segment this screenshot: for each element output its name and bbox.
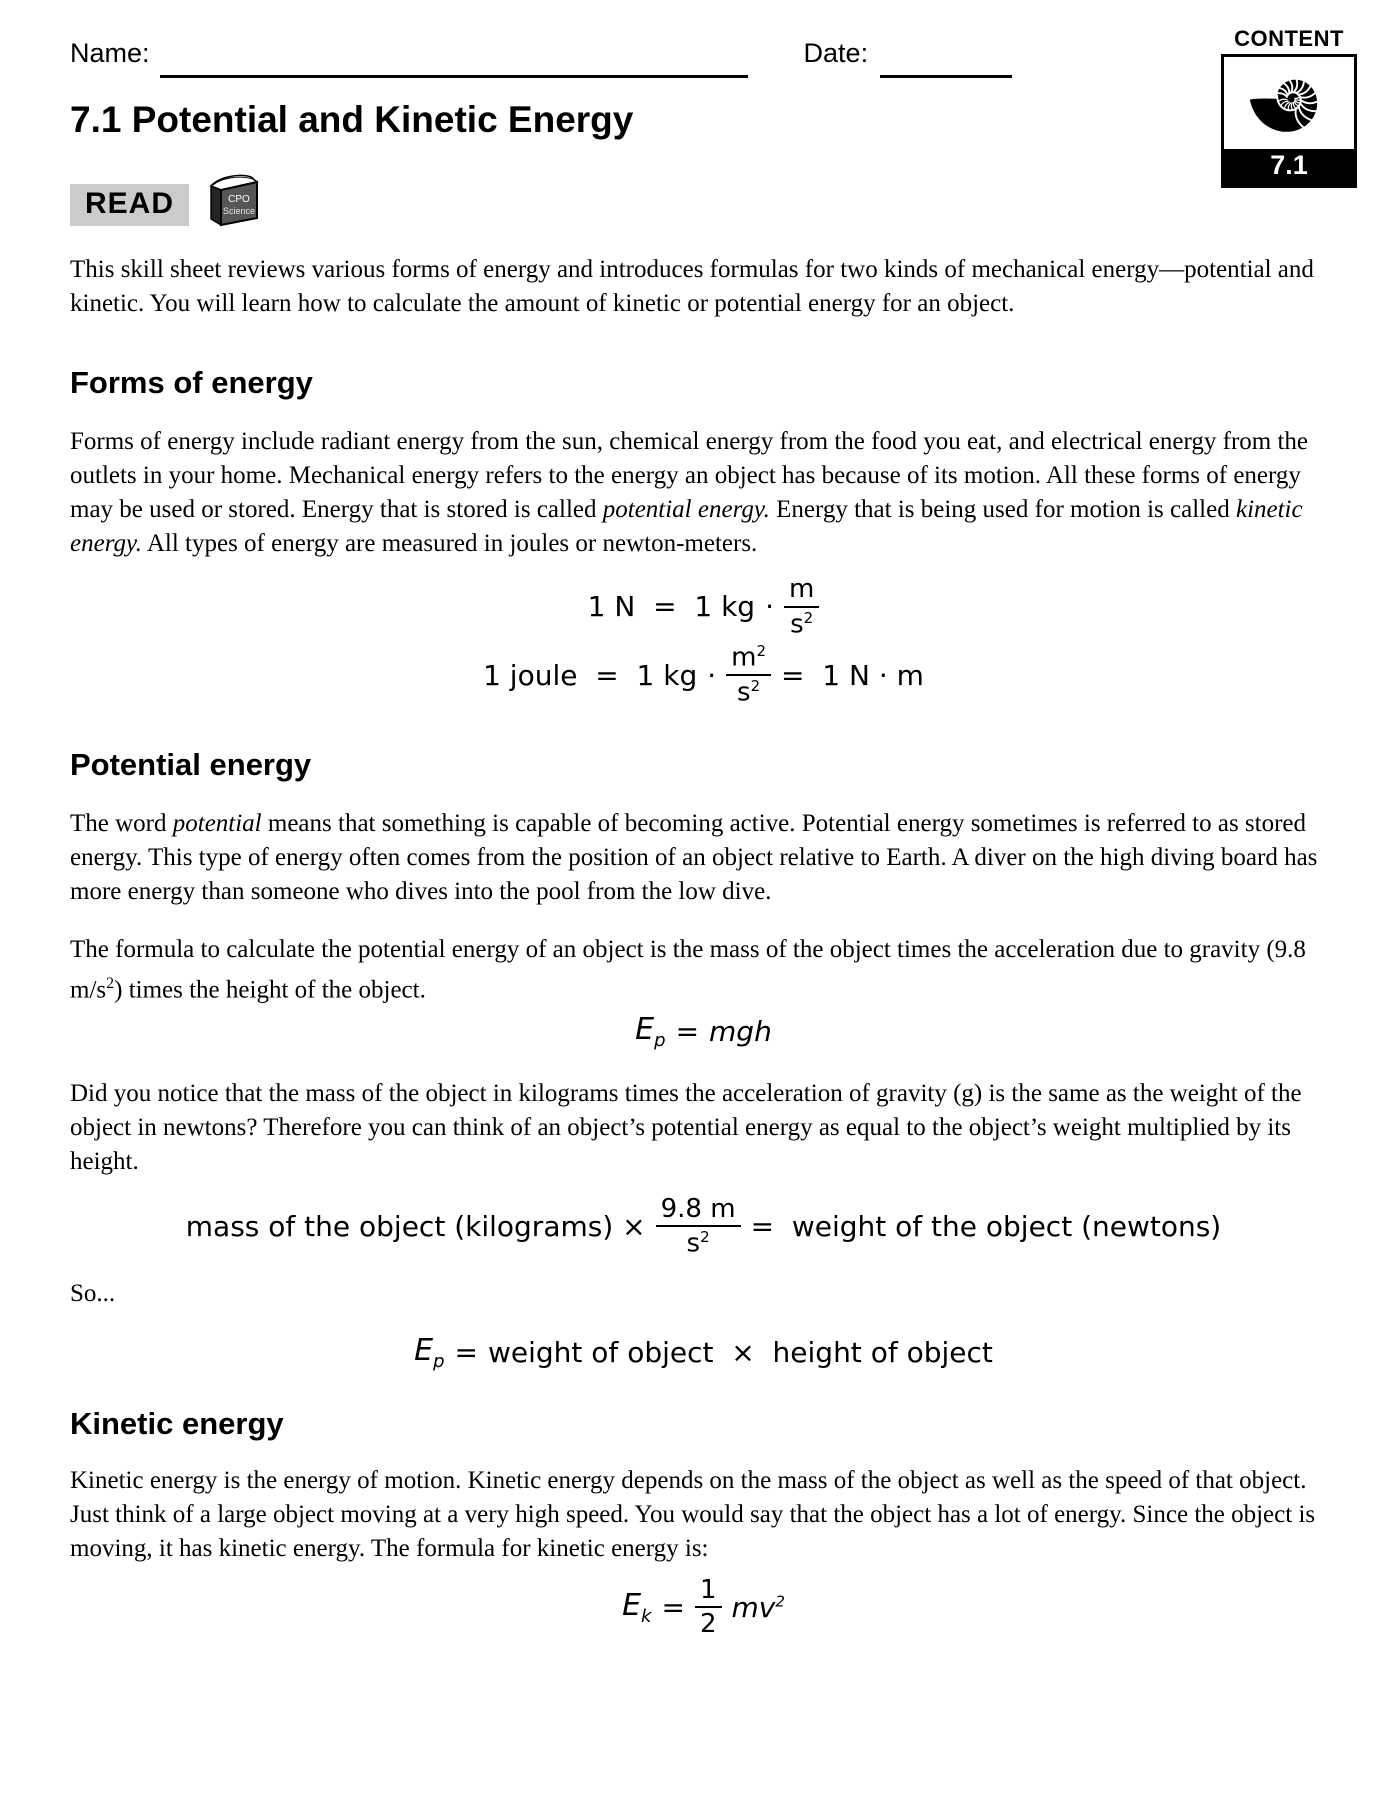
equation-text: 1 joule = 1 kg [483, 658, 698, 692]
fraction [656, 1195, 741, 1259]
content-badge [1221, 26, 1357, 188]
page-title: 7.1 Potential and Kinetic Energy [70, 99, 634, 140]
text-segment: Forms of energy include radiant energy from the sun, chemical energy from the food you eat, and electrical energy from the outlets in your home. Mechanical energy refers to the energy an object has because of its motion. All these forms of energy may be used or stored. Energy that is stored is called [70, 428, 1309, 523]
equation-joule [70, 643, 1337, 708]
energy-symbol [635, 1012, 665, 1051]
text-segment: The word [70, 810, 173, 838]
fraction [784, 575, 819, 639]
did-notice-paragraph: Did you notice that the mass of the object in kilograms times the acceleration of gravity (g) is the same as the weight of the object in newtons? Therefore you can think of an object’s potential energy as equal to the object’s weight multiplied by its height. [70, 1079, 1302, 1175]
equals-sign: = [675, 1014, 700, 1048]
fraction-denominator: 2 [699, 1609, 717, 1640]
potential-paragraph-2 [70, 933, 1337, 1007]
date-input-line[interactable] [880, 71, 1012, 78]
fraction-denominator [737, 676, 760, 707]
fraction-numerator: m [784, 575, 819, 608]
subscript: p [433, 1350, 445, 1372]
equation-text: mass of the object (kilograms) × [185, 1210, 646, 1244]
forms-paragraph [70, 425, 1337, 561]
fraction-numerator: 1 [695, 1576, 722, 1609]
intro-paragraph: This skill sheet reviews various forms of energy and introduces formulas for two kinds of mechanical energy—potential and kinetic. You will learn how to calculate the amount of kinetic or potential energy for an object. [70, 256, 1314, 317]
text-segment: means that something is capable of becoming active. Potential energy sometimes is referred to as stored energy. This type of energy often comes from the position of an object relative to Earth. A diver on the high diving board has more energy than someone who dives into the pool from the low dive. [70, 810, 1318, 906]
nautilus-shell-icon [1224, 57, 1354, 149]
equals-sign: = [661, 1590, 685, 1624]
fraction-numerator: 9.8 m [656, 1195, 741, 1228]
exponent: 2 [803, 608, 814, 627]
text-segment: mv [731, 1590, 776, 1624]
dot-operator: · [707, 658, 717, 692]
so-label: So... [70, 1279, 116, 1307]
subscript: p [654, 1029, 666, 1051]
fraction [695, 1576, 722, 1639]
name-label: Name: [70, 38, 150, 68]
equation-text [732, 1591, 785, 1624]
read-row [70, 165, 1337, 229]
subscript: k [641, 1605, 652, 1627]
fraction [726, 643, 771, 708]
text-segment: s [737, 677, 751, 708]
dot-operator: · [765, 590, 774, 624]
exponent: 2 [756, 641, 767, 660]
text-segment: m [731, 642, 757, 673]
equation-text: = weight of the object (newtons) [750, 1210, 1222, 1244]
text-segment-italic: potential energy. [602, 496, 770, 523]
equals-sign: = [454, 1335, 478, 1369]
content-badge-number: 7.1 [1224, 149, 1354, 185]
text-segment: Energy that is being used for motion is called [769, 496, 1236, 523]
name-input-line[interactable] [160, 71, 748, 78]
fraction-denominator [790, 608, 813, 639]
text-segment: s [686, 1228, 701, 1259]
text-segment: ) times the height of the object. [114, 976, 426, 1004]
text-segment-italic: potential [172, 810, 262, 838]
read-badge: READ [70, 184, 189, 226]
date-label: Date: [803, 38, 869, 68]
book-title-line1: CPO [228, 194, 250, 205]
book-title-line2: Science [223, 206, 256, 216]
header-row [70, 38, 1337, 69]
text-segment: All types of energy are measured in joules or newton-meters. [141, 530, 758, 557]
kinetic-paragraph: Kinetic energy is the energy of motion. Kinetic energy depends on the mass of the object as well as the speed of that object. Just think of a large object moving at a very high speed. You would say that the object has a lot of energy. Since the object is moving, it has kinetic energy. The formula for kinetic energy is: [70, 1466, 1316, 1562]
text-segment-italic: kinetic energy. [70, 496, 1303, 557]
equation-text: = 1 N · m [781, 658, 924, 692]
text-segment: The formula to calculate the potential energy of an object is the mass of the object times the acceleration due to gravity (9.8 m/s [70, 936, 1306, 1004]
exponent: 2 [775, 1592, 785, 1611]
text-segment: s [790, 609, 804, 640]
equation-ek [70, 1576, 1337, 1639]
exponent: 2 [750, 677, 761, 696]
section-heading-forms: Forms of energy [70, 365, 313, 400]
potential-paragraph-1 [70, 807, 1337, 909]
fraction-numerator [726, 643, 771, 676]
equation-ep-words [70, 1333, 1337, 1372]
energy-symbol [414, 1333, 444, 1372]
text-segment: E [635, 1011, 655, 1047]
equation-ep-mgh [70, 1012, 1337, 1051]
energy-symbol [622, 1588, 651, 1627]
content-badge-label: CONTENT [1234, 26, 1344, 51]
exponent: 2 [700, 1228, 710, 1247]
fraction-denominator [687, 1227, 710, 1258]
equation-text: weight of object × height of object [488, 1335, 993, 1369]
section-heading-potential: Potential energy [70, 747, 312, 783]
content-badge-box [1221, 54, 1357, 188]
exponent: 2 [106, 975, 115, 993]
equation-mass-weight [70, 1195, 1337, 1259]
book-icon [197, 169, 265, 229]
section-heading-kinetic: Kinetic energy [70, 1405, 284, 1441]
equation-text: 1 N = 1 kg [587, 590, 756, 624]
text-segment: E [622, 1587, 642, 1623]
equation-newton [70, 575, 1337, 639]
equation-text: mgh [709, 1014, 772, 1048]
text-segment: E [414, 1332, 434, 1368]
